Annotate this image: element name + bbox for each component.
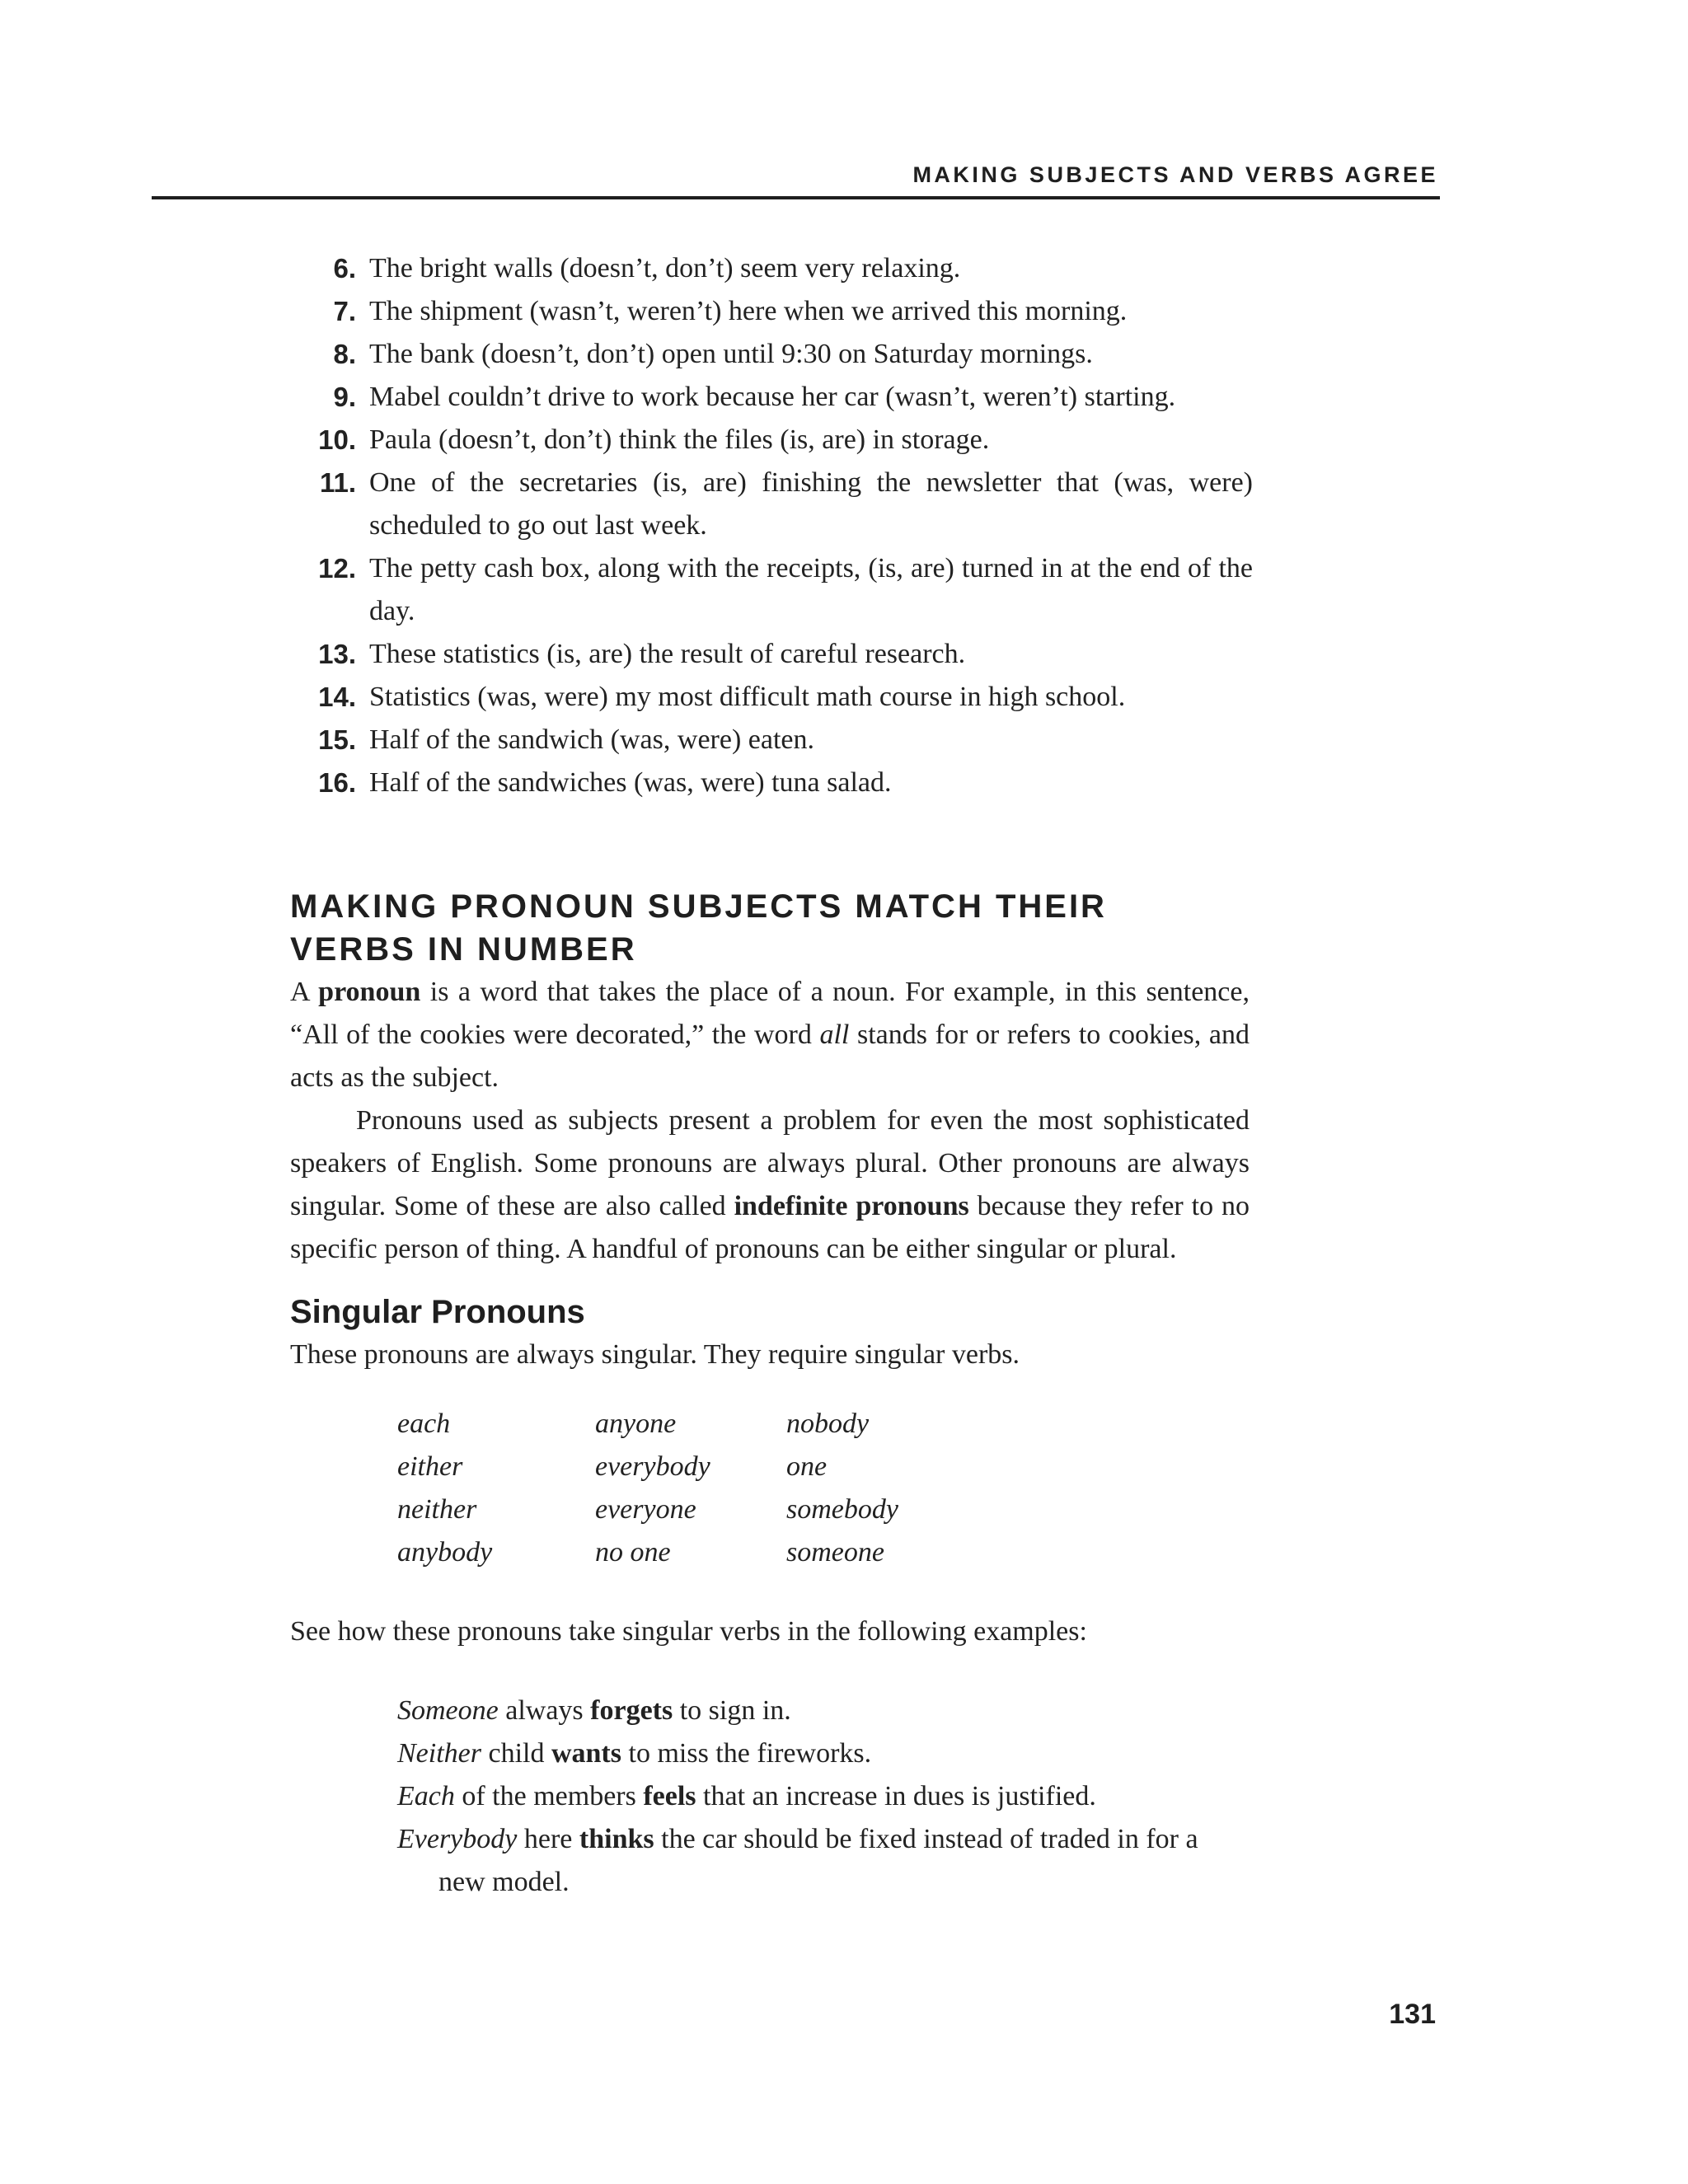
subheading-intro: These pronouns are always singular. They require singular verbs. bbox=[290, 1339, 1020, 1370]
item-number: 7. bbox=[333, 296, 356, 326]
text-run: the car should be fixed instead of traded in for a new model. bbox=[438, 1824, 1198, 1897]
list-item bbox=[305, 676, 1253, 719]
list-item bbox=[305, 719, 1253, 762]
example-subject: Someone bbox=[397, 1695, 499, 1726]
item-text: The bank (doesn’t, don’t) open until 9:30 on Saturday mornings. bbox=[369, 339, 1093, 369]
text-run: that an increase in dues is justified. bbox=[696, 1781, 1096, 1811]
text-run: here bbox=[517, 1824, 579, 1854]
item-text: Statistics (was, were) my most difficult math course in high school. bbox=[369, 682, 1126, 712]
text-run: to sign in. bbox=[673, 1695, 791, 1726]
item-number: 12. bbox=[318, 553, 356, 583]
pronoun-cell: somebody bbox=[786, 1494, 898, 1525]
list-item bbox=[305, 419, 1253, 462]
list-item bbox=[305, 633, 1253, 676]
list-item bbox=[305, 376, 1253, 419]
pronoun-cell: either bbox=[397, 1451, 463, 1482]
pronoun-cell: everybody bbox=[595, 1451, 710, 1482]
example-sentence bbox=[397, 1775, 1250, 1818]
text-run: is a word that takes the place of a noun. For example, in this sentence, “All of the cookies were decorated,” the word bbox=[290, 977, 1250, 1050]
item-number: 11. bbox=[319, 467, 356, 498]
exercise-list bbox=[305, 247, 1253, 804]
list-item bbox=[305, 547, 1253, 633]
main-content bbox=[290, 885, 1250, 1904]
text-run: always bbox=[498, 1695, 591, 1726]
example-sentence bbox=[397, 1690, 1250, 1732]
list-item bbox=[305, 462, 1253, 547]
pronoun-cell: neither bbox=[397, 1494, 477, 1525]
item-number: 15. bbox=[318, 724, 356, 755]
italic-term: all bbox=[819, 1019, 850, 1050]
pronoun-cell: anyone bbox=[595, 1408, 677, 1439]
paragraph-pronoun-problem bbox=[290, 1099, 1250, 1271]
running-header: MAKING SUBJECTS AND VERBS AGREE bbox=[912, 162, 1438, 187]
text-run: stands for or refers to cookies, and acts as the subject. bbox=[290, 1019, 1250, 1093]
list-item bbox=[305, 247, 1253, 290]
pronoun-table bbox=[397, 1403, 1250, 1574]
text-run: child bbox=[481, 1738, 551, 1769]
item-text: The bright walls (doesn’t, don’t) seem very relaxing. bbox=[369, 253, 961, 284]
bold-term: pronoun bbox=[318, 977, 421, 1007]
example-sentences bbox=[397, 1690, 1250, 1904]
list-item bbox=[305, 762, 1253, 804]
pronoun-cell: someone bbox=[786, 1537, 884, 1568]
examples-intro: See how these pronouns take singular verbs in the following examples: bbox=[290, 1616, 1087, 1647]
pronoun-cell: everyone bbox=[595, 1494, 696, 1525]
example-subject: Each bbox=[397, 1781, 455, 1811]
item-number: 10. bbox=[318, 424, 356, 455]
text-run: A bbox=[290, 977, 319, 1007]
item-number: 16. bbox=[318, 767, 356, 798]
bold-term: indefinite pronouns bbox=[734, 1191, 969, 1221]
subheading: Singular Pronouns bbox=[290, 1294, 585, 1330]
header-rule bbox=[152, 196, 1440, 199]
pronoun-cell: no one bbox=[595, 1537, 671, 1568]
text-run: to miss the fireworks. bbox=[621, 1738, 872, 1769]
example-sentence bbox=[397, 1732, 1250, 1775]
item-text: Paula (doesn’t, don’t) think the files (is, are) in storage. bbox=[369, 424, 990, 455]
pronoun-cell: nobody bbox=[786, 1408, 870, 1439]
pronoun-cell: each bbox=[397, 1408, 451, 1439]
example-verb: forgets bbox=[590, 1695, 673, 1726]
page-number: 131 bbox=[1389, 1999, 1436, 2030]
item-text: One of the secretaries (is, are) finishing the newsletter that (was, were) scheduled to go out last week. bbox=[369, 467, 1253, 541]
item-text: The petty cash box, along with the receipts, (is, are) turned in at the end of the day. bbox=[369, 553, 1253, 626]
item-text: The shipment (wasn’t, weren’t) here when we arrived this morning. bbox=[369, 296, 1128, 326]
item-text: These statistics (is, are) the result of careful research. bbox=[369, 639, 966, 669]
item-number: 6. bbox=[333, 253, 356, 284]
item-number: 8. bbox=[333, 339, 356, 369]
example-sentence bbox=[397, 1818, 1250, 1904]
item-text: Mabel couldn’t drive to work because her car (wasn’t, weren’t) starting. bbox=[369, 382, 1176, 412]
list-item bbox=[305, 333, 1253, 376]
example-verb: thinks bbox=[579, 1824, 654, 1854]
text-run: of the members bbox=[454, 1781, 644, 1811]
item-number: 14. bbox=[318, 682, 356, 712]
list-item bbox=[305, 290, 1253, 333]
example-subject: Everybody bbox=[397, 1824, 518, 1854]
example-verb: wants bbox=[551, 1738, 621, 1769]
item-text: Half of the sandwiches (was, were) tuna salad. bbox=[369, 767, 892, 798]
pronoun-cell: one bbox=[786, 1451, 828, 1482]
paragraph-pronoun-definition bbox=[290, 971, 1250, 1099]
text-run: Pronouns used as subjects present a problem for even the most sophisticated speakers of English. Some pronouns are always plural. Other pronouns are always singular. Some of these are also called bbox=[290, 1105, 1250, 1221]
section-title: MAKING PRONOUN SUBJECTS MATCH THEIR VERBS IN NUMBER bbox=[290, 888, 1107, 968]
example-subject: Neither bbox=[397, 1738, 481, 1769]
item-number: 9. bbox=[333, 382, 356, 412]
example-verb: feels bbox=[643, 1781, 696, 1811]
item-number: 13. bbox=[318, 639, 356, 669]
text-run: because they refer to no specific person of thing. A handful of pronouns can be either singular or plural. bbox=[290, 1191, 1250, 1264]
pronoun-cell: anybody bbox=[397, 1537, 493, 1568]
item-text: Half of the sandwich (was, were) eaten. bbox=[369, 724, 814, 755]
